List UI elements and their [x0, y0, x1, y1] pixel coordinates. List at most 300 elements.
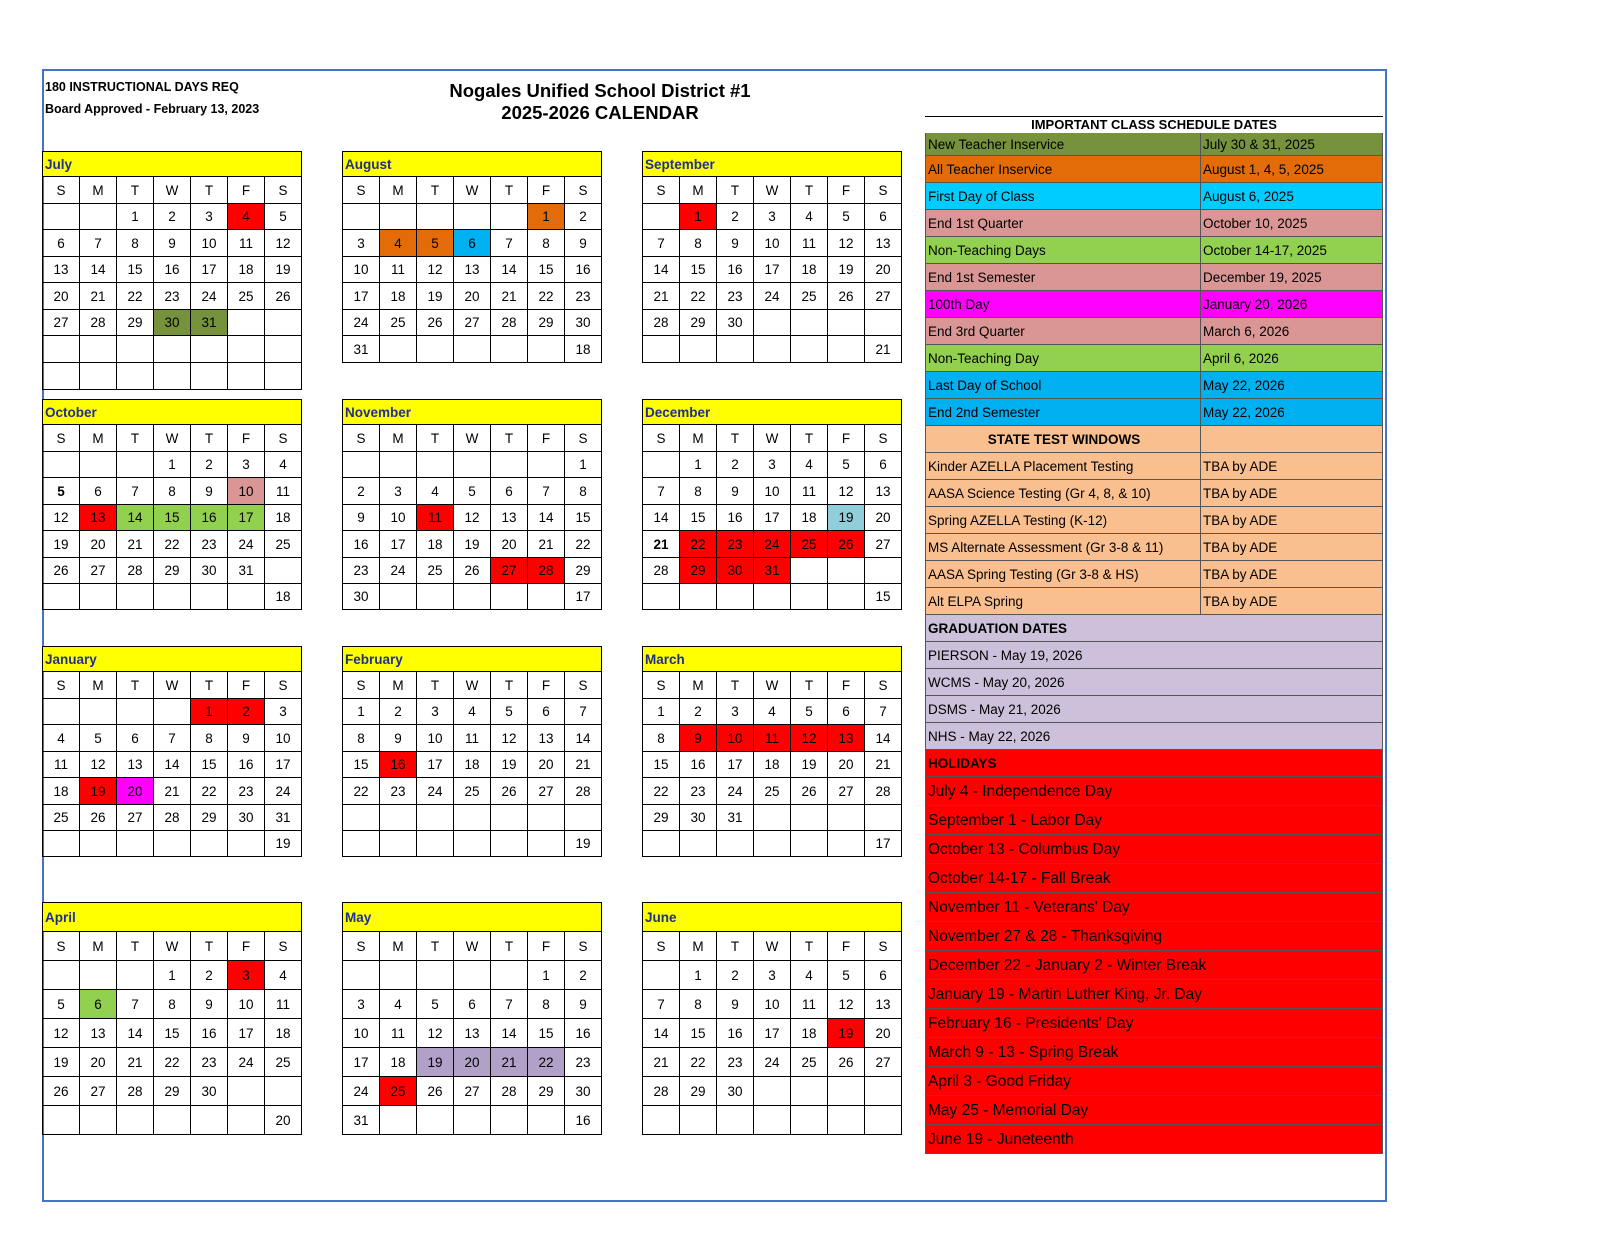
day-cell — [43, 1106, 80, 1135]
state-test-title-row — [925, 426, 1383, 453]
day-cell: 16 — [565, 1106, 602, 1135]
day-cell — [717, 336, 754, 363]
day-cell: 1 — [528, 961, 565, 990]
month-name: August — [343, 152, 602, 177]
day-cell: 24 — [191, 283, 228, 310]
day-cell: 15 — [117, 257, 154, 283]
weekday-header: S — [265, 672, 302, 699]
holiday-row — [925, 893, 1383, 922]
day-cell: 30 — [343, 584, 380, 610]
day-cell: 27 — [828, 778, 865, 805]
side-panel — [925, 116, 1383, 1154]
day-cell: 17 — [754, 505, 791, 531]
important-date-row — [925, 318, 1383, 345]
day-cell: 6 — [865, 204, 902, 230]
day-cell: 14 — [117, 1019, 154, 1048]
day-cell: 6 — [828, 699, 865, 725]
day-cell: 15 — [528, 257, 565, 283]
important-date-row-value: July 30 & 31, 2025 — [1203, 137, 1315, 152]
day-cell — [454, 336, 491, 363]
day-cell — [454, 831, 491, 857]
day-cell: 5 — [454, 478, 491, 505]
day-cell — [828, 831, 865, 857]
day-cell — [454, 961, 491, 990]
calendar-title: 2025-2026 CALENDAR — [501, 102, 699, 123]
day-cell: 9 — [380, 725, 417, 752]
day-cell: 26 — [80, 805, 117, 831]
day-cell — [865, 310, 902, 336]
day-cell: 18 — [754, 752, 791, 778]
day-cell: 6 — [865, 961, 902, 990]
day-cell — [191, 831, 228, 857]
day-cell: 18 — [565, 336, 602, 363]
day-cell: 12 — [417, 257, 454, 283]
graduation-row-label: WCMS - May 20, 2026 — [928, 675, 1065, 690]
day-cell: 11 — [380, 257, 417, 283]
day-cell: 8 — [117, 230, 154, 257]
holiday-row — [925, 1067, 1383, 1096]
day-cell — [191, 584, 228, 610]
day-cell: 8 — [343, 725, 380, 752]
weekday-header: S — [43, 932, 80, 961]
day-cell: 17 — [754, 1019, 791, 1048]
holiday-row-label: January 19 - Martin Luther King, Jr. Day — [928, 986, 1202, 1003]
day-cell: 16 — [717, 1019, 754, 1048]
day-cell: 7 — [154, 725, 191, 752]
day-cell — [828, 805, 865, 831]
day-cell: 23 — [717, 531, 754, 558]
day-cell — [343, 831, 380, 857]
day-cell: 7 — [80, 230, 117, 257]
day-cell: 25 — [380, 1077, 417, 1106]
weekday-header: W — [754, 672, 791, 699]
day-cell — [717, 584, 754, 610]
day-cell — [454, 452, 491, 478]
day-cell — [43, 699, 80, 725]
day-cell: 19 — [791, 752, 828, 778]
weekday-header: T — [491, 932, 528, 961]
day-cell: 10 — [228, 478, 265, 505]
day-cell — [643, 336, 680, 363]
day-cell: 28 — [491, 1077, 528, 1106]
weekday-header: T — [791, 672, 828, 699]
day-cell: 19 — [454, 531, 491, 558]
graduation-title: GRADUATION DATES — [928, 621, 1067, 636]
day-cell: 23 — [680, 778, 717, 805]
day-cell: 7 — [491, 990, 528, 1019]
day-cell: 3 — [228, 452, 265, 478]
weekday-header: T — [191, 177, 228, 204]
day-cell: 19 — [265, 831, 302, 857]
holiday-row-label: September 1 - Labor Day — [928, 812, 1103, 829]
day-cell: 6 — [528, 699, 565, 725]
day-cell: 29 — [643, 805, 680, 831]
weekday-header: M — [80, 425, 117, 452]
weekday-header: S — [565, 425, 602, 452]
day-cell: 7 — [491, 230, 528, 257]
day-cell — [265, 363, 302, 390]
day-cell: 16 — [343, 531, 380, 558]
weekday-header: T — [117, 425, 154, 452]
day-cell: 18 — [43, 778, 80, 805]
day-cell — [343, 961, 380, 990]
day-cell: 19 — [417, 283, 454, 310]
month-august — [342, 151, 602, 363]
day-cell: 15 — [343, 752, 380, 778]
day-cell: 1 — [343, 699, 380, 725]
day-cell — [43, 204, 80, 230]
state-test-row — [925, 534, 1383, 561]
day-cell: 5 — [80, 725, 117, 752]
holiday-row-label: April 3 - Good Friday — [928, 1073, 1071, 1090]
day-cell: 14 — [117, 505, 154, 531]
day-cell: 15 — [191, 752, 228, 778]
holiday-row — [925, 806, 1383, 835]
day-cell: 19 — [80, 778, 117, 805]
day-cell: 31 — [228, 558, 265, 584]
day-cell — [791, 831, 828, 857]
day-cell: 6 — [80, 990, 117, 1019]
important-date-row-value: October 10, 2025 — [1203, 216, 1308, 231]
holiday-row-label: October 14-17 - Fall Break — [928, 870, 1111, 887]
day-cell: 11 — [228, 230, 265, 257]
important-date-row — [925, 264, 1383, 291]
important-date-row-value: October 14-17, 2025 — [1203, 243, 1327, 258]
day-cell: 21 — [117, 531, 154, 558]
graduation-row — [925, 696, 1383, 723]
day-cell: 28 — [565, 778, 602, 805]
day-cell: 6 — [865, 452, 902, 478]
day-cell — [80, 363, 117, 390]
day-cell — [491, 584, 528, 610]
day-cell — [680, 831, 717, 857]
important-date-row-value: August 6, 2025 — [1203, 189, 1294, 204]
day-cell: 2 — [228, 699, 265, 725]
day-cell: 18 — [228, 257, 265, 283]
day-cell — [80, 584, 117, 610]
day-cell: 29 — [528, 310, 565, 336]
day-cell: 30 — [154, 310, 191, 336]
day-cell: 27 — [43, 310, 80, 336]
weekday-header: T — [791, 932, 828, 961]
weekday-header: S — [343, 177, 380, 204]
day-cell: 4 — [791, 961, 828, 990]
day-cell — [228, 310, 265, 336]
weekday-header: S — [265, 425, 302, 452]
month-june — [642, 902, 902, 1135]
day-cell: 16 — [565, 1019, 602, 1048]
day-cell: 23 — [343, 558, 380, 584]
day-cell: 3 — [380, 478, 417, 505]
important-date-row-label: Non-Teaching Day — [926, 345, 1201, 371]
day-cell: 6 — [43, 230, 80, 257]
day-cell — [528, 336, 565, 363]
day-cell: 12 — [454, 505, 491, 531]
day-cell: 8 — [680, 230, 717, 257]
day-cell: 26 — [43, 558, 80, 584]
day-cell — [491, 961, 528, 990]
important-dates-list — [925, 133, 1383, 426]
day-cell — [643, 1106, 680, 1135]
day-cell: 3 — [417, 699, 454, 725]
day-cell: 6 — [80, 478, 117, 505]
month-january — [42, 646, 302, 857]
important-date-row — [925, 372, 1383, 399]
day-cell: 13 — [828, 725, 865, 752]
state-test-row — [925, 561, 1383, 588]
important-date-row — [925, 156, 1383, 183]
day-cell — [791, 1077, 828, 1106]
day-cell: 15 — [565, 505, 602, 531]
day-cell: 30 — [680, 805, 717, 831]
day-cell: 10 — [343, 1019, 380, 1048]
month-name: May — [343, 903, 602, 932]
weekday-header: S — [265, 932, 302, 961]
day-cell: 9 — [343, 505, 380, 531]
day-cell: 28 — [865, 778, 902, 805]
important-date-row-label: End 3rd Quarter — [926, 318, 1201, 344]
day-cell: 2 — [717, 204, 754, 230]
day-cell: 10 — [228, 990, 265, 1019]
day-cell: 4 — [228, 204, 265, 230]
day-cell: 18 — [265, 1019, 302, 1048]
day-cell: 24 — [265, 778, 302, 805]
day-cell: 7 — [528, 478, 565, 505]
day-cell: 17 — [417, 752, 454, 778]
important-date-row-label: Last Day of School — [926, 372, 1201, 398]
day-cell: 12 — [491, 725, 528, 752]
day-cell: 9 — [228, 725, 265, 752]
day-cell: 19 — [265, 257, 302, 283]
day-cell: 29 — [565, 558, 602, 584]
important-date-row-label: 100th Day — [926, 291, 1201, 317]
important-date-row-label: End 1st Quarter — [926, 210, 1201, 236]
day-cell: 18 — [791, 505, 828, 531]
month-name: November — [343, 400, 602, 425]
day-cell: 11 — [380, 1019, 417, 1048]
day-cell: 28 — [154, 805, 191, 831]
day-cell: 18 — [791, 1019, 828, 1048]
day-cell: 5 — [417, 990, 454, 1019]
day-cell: 12 — [828, 478, 865, 505]
day-cell: 21 — [865, 752, 902, 778]
month-name: September — [643, 152, 902, 177]
day-cell: 22 — [643, 778, 680, 805]
board-approved-note: Board Approved - February 13, 2023 — [45, 102, 260, 116]
day-cell — [80, 204, 117, 230]
weekday-header: T — [117, 177, 154, 204]
weekday-header: F — [828, 932, 865, 961]
day-cell: 18 — [265, 505, 302, 531]
day-cell — [43, 961, 80, 990]
weekday-header: S — [343, 932, 380, 961]
weekday-header: T — [491, 177, 528, 204]
graduation-row — [925, 642, 1383, 669]
day-cell: 10 — [343, 257, 380, 283]
day-cell — [417, 336, 454, 363]
weekday-header: M — [80, 177, 117, 204]
day-cell — [754, 805, 791, 831]
weekday-header: W — [154, 672, 191, 699]
weekday-header: S — [565, 177, 602, 204]
day-cell — [228, 336, 265, 363]
day-cell: 16 — [380, 752, 417, 778]
day-cell — [491, 805, 528, 831]
important-date-row-value: December 19, 2025 — [1203, 270, 1322, 285]
day-cell: 12 — [828, 990, 865, 1019]
state-test-title: STATE TEST WINDOWS — [926, 426, 1201, 452]
day-cell: 24 — [754, 1048, 791, 1077]
day-cell: 3 — [343, 230, 380, 257]
day-cell: 14 — [491, 257, 528, 283]
day-cell — [865, 805, 902, 831]
state-test-row-label: Alt ELPA Spring — [926, 588, 1201, 614]
day-cell: 28 — [528, 558, 565, 584]
day-cell: 31 — [343, 1106, 380, 1135]
important-date-row — [925, 399, 1383, 426]
month-september — [642, 151, 902, 363]
day-cell — [491, 452, 528, 478]
day-cell — [417, 584, 454, 610]
day-cell: 29 — [154, 1077, 191, 1106]
day-cell — [80, 961, 117, 990]
weekday-header: W — [454, 425, 491, 452]
state-test-row — [925, 480, 1383, 507]
day-cell: 17 — [343, 1048, 380, 1077]
day-cell: 4 — [43, 725, 80, 752]
day-cell: 16 — [717, 505, 754, 531]
weekday-header: S — [343, 425, 380, 452]
day-cell: 21 — [80, 283, 117, 310]
day-cell: 15 — [680, 505, 717, 531]
day-cell: 5 — [491, 699, 528, 725]
day-cell — [454, 805, 491, 831]
day-cell — [528, 805, 565, 831]
day-cell: 18 — [380, 1048, 417, 1077]
day-cell: 22 — [154, 531, 191, 558]
day-cell: 17 — [343, 283, 380, 310]
day-cell: 25 — [754, 778, 791, 805]
state-test-row-value: TBA by ADE — [1203, 594, 1278, 609]
day-cell: 6 — [454, 990, 491, 1019]
day-cell — [828, 558, 865, 584]
weekday-header: W — [154, 177, 191, 204]
day-cell: 12 — [80, 752, 117, 778]
state-test-row-value: TBA by ADE — [1203, 540, 1278, 555]
weekday-header: F — [228, 672, 265, 699]
day-cell — [343, 452, 380, 478]
day-cell — [117, 831, 154, 857]
day-cell — [754, 831, 791, 857]
day-cell: 17 — [228, 1019, 265, 1048]
weekday-header: S — [643, 425, 680, 452]
important-date-row-label: End 1st Semester — [926, 264, 1201, 290]
day-cell: 3 — [265, 699, 302, 725]
day-cell — [643, 831, 680, 857]
day-cell — [380, 452, 417, 478]
holiday-row-label: November 27 & 28 - Thanksgiving — [928, 928, 1163, 945]
day-cell — [228, 831, 265, 857]
day-cell — [754, 336, 791, 363]
holiday-row — [925, 951, 1383, 980]
graduation-title-row — [925, 615, 1383, 642]
weekday-header: S — [565, 932, 602, 961]
day-cell — [154, 584, 191, 610]
day-cell: 25 — [417, 558, 454, 584]
day-cell — [454, 204, 491, 230]
day-cell: 21 — [491, 283, 528, 310]
day-cell: 20 — [265, 1106, 302, 1135]
day-cell: 6 — [454, 230, 491, 257]
day-cell: 14 — [643, 1019, 680, 1048]
day-cell: 4 — [791, 204, 828, 230]
day-cell: 20 — [80, 531, 117, 558]
day-cell: 27 — [865, 531, 902, 558]
day-cell: 22 — [528, 1048, 565, 1077]
day-cell: 15 — [528, 1019, 565, 1048]
state-test-row-value: TBA by ADE — [1203, 513, 1278, 528]
state-test-row-value: TBA by ADE — [1203, 486, 1278, 501]
month-name: April — [43, 903, 302, 932]
important-date-row — [925, 133, 1383, 156]
month-december — [642, 399, 902, 610]
weekday-header: S — [43, 425, 80, 452]
important-date-row — [925, 237, 1383, 264]
day-cell: 16 — [154, 257, 191, 283]
day-cell: 29 — [154, 558, 191, 584]
day-cell — [717, 831, 754, 857]
important-date-row-value: May 22, 2026 — [1203, 378, 1285, 393]
day-cell: 25 — [265, 531, 302, 558]
state-test-row-label: MS Alternate Assessment (Gr 3-8 & 11) — [926, 534, 1201, 560]
day-cell: 20 — [80, 1048, 117, 1077]
day-cell: 19 — [565, 831, 602, 857]
day-cell: 20 — [454, 1048, 491, 1077]
day-cell: 2 — [680, 699, 717, 725]
day-cell: 12 — [43, 505, 80, 531]
day-cell — [417, 1106, 454, 1135]
month-april — [42, 902, 302, 1135]
weekday-header: T — [717, 672, 754, 699]
day-cell: 21 — [643, 531, 680, 558]
day-cell: 13 — [80, 505, 117, 531]
day-cell — [754, 1106, 791, 1135]
weekday-header: S — [43, 672, 80, 699]
weekday-header: T — [791, 425, 828, 452]
holiday-row-label: December 22 - January 2 - Winter Break — [928, 957, 1207, 974]
day-cell: 23 — [717, 283, 754, 310]
day-cell: 28 — [643, 1077, 680, 1106]
weekday-header: F — [528, 425, 565, 452]
day-cell: 2 — [380, 699, 417, 725]
day-cell: 22 — [680, 283, 717, 310]
day-cell: 5 — [791, 699, 828, 725]
instructional-days-note: 180 INSTRUCTIONAL DAYS REQ — [45, 80, 239, 94]
day-cell: 19 — [828, 257, 865, 283]
day-cell: 25 — [454, 778, 491, 805]
day-cell: 6 — [491, 478, 528, 505]
day-cell: 13 — [43, 257, 80, 283]
day-cell: 25 — [380, 310, 417, 336]
weekday-header: M — [680, 177, 717, 204]
weekday-header: M — [680, 932, 717, 961]
weekday-header: T — [117, 932, 154, 961]
day-cell: 12 — [417, 1019, 454, 1048]
day-cell: 24 — [228, 1048, 265, 1077]
day-cell: 11 — [265, 478, 302, 505]
graduation-row-label: NHS - May 22, 2026 — [928, 729, 1051, 744]
day-cell: 10 — [754, 478, 791, 505]
